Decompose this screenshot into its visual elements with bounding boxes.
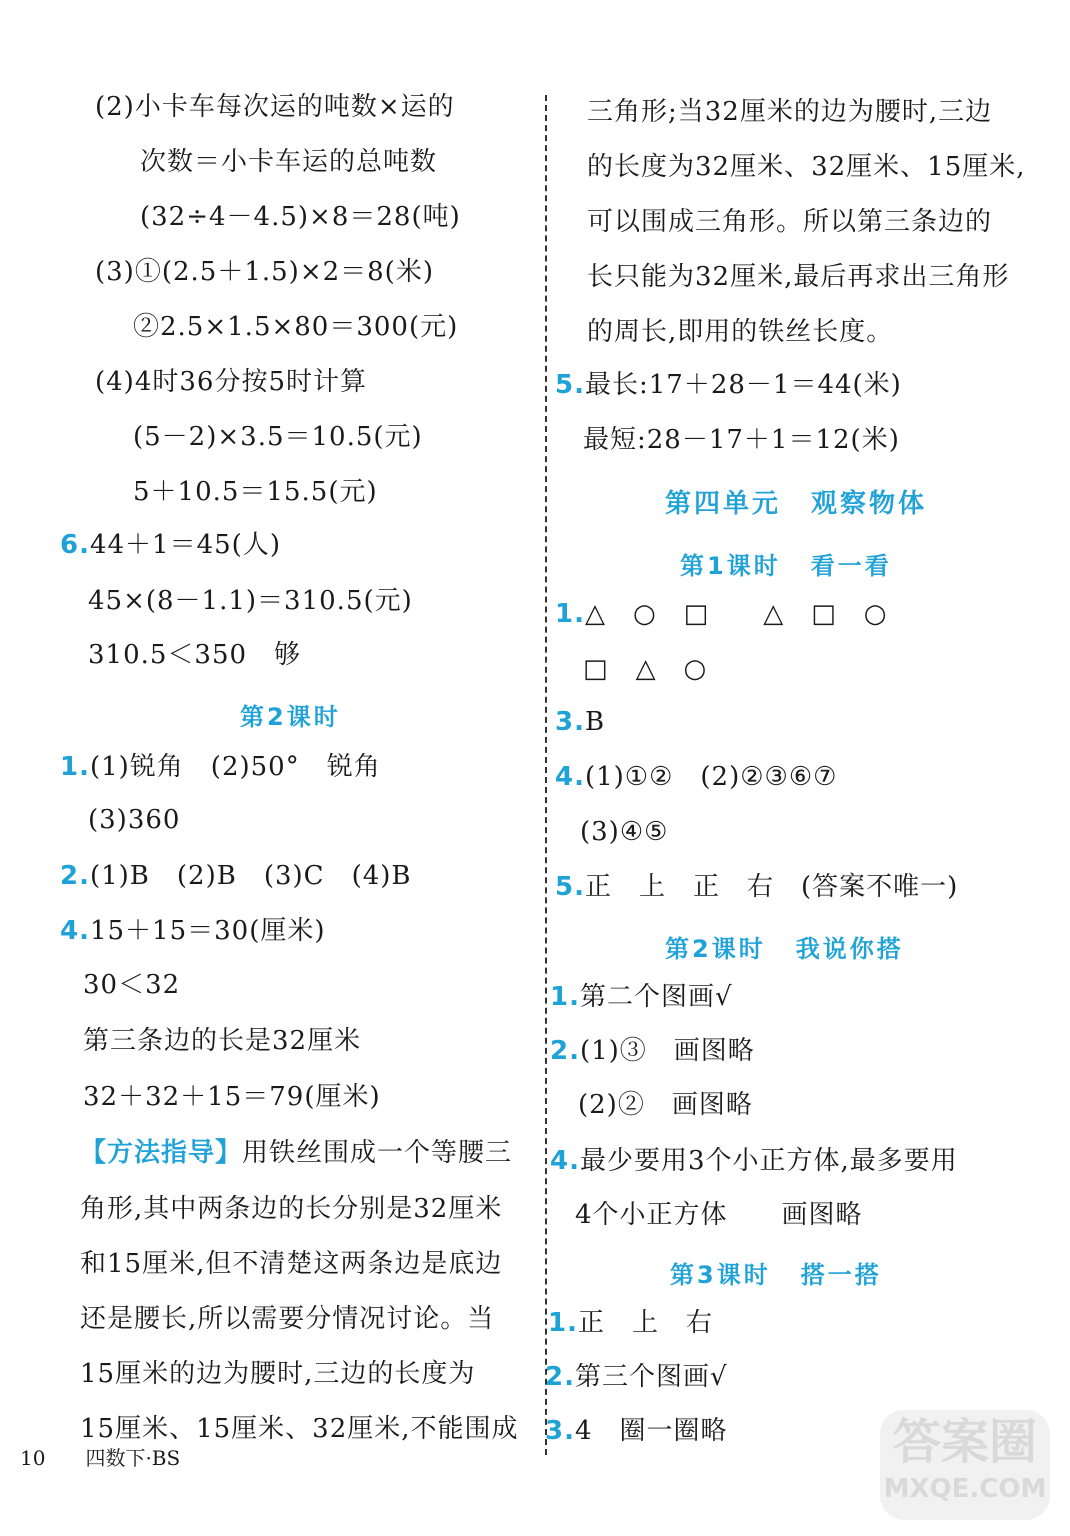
lesson-heading: 第2课时 bbox=[240, 703, 341, 731]
answer-text: (1)锐角 (2)50° 锐角 bbox=[89, 752, 381, 782]
explanation-line: 15厘米的边为腰时,三边的长度为 bbox=[80, 1359, 476, 1389]
unit-number: 第四单元 bbox=[665, 489, 782, 519]
explanation-line: 长只能为32厘米,最后再求出三角形 bbox=[587, 262, 1010, 292]
question-4 bbox=[550, 1144, 958, 1178]
lesson-number: 第2课时 bbox=[665, 935, 766, 963]
answer-text: (1)①② (2)②③⑥⑦ bbox=[584, 762, 838, 792]
method-guide bbox=[80, 1136, 512, 1170]
answer-text: 4 圈一圈略 bbox=[574, 1416, 728, 1446]
explanation-line: 三角形;当32厘米的边为腰时,三边 bbox=[587, 97, 993, 127]
column-divider bbox=[545, 95, 547, 1455]
question-1 bbox=[550, 980, 733, 1014]
question-3 bbox=[545, 1414, 728, 1448]
question-number: 1. bbox=[60, 752, 90, 782]
question-number: 6. bbox=[60, 530, 90, 560]
answer-text: 最少要用3个小正方体,最多要用 bbox=[579, 1146, 958, 1176]
answer-line: 5＋10.5＝15.5(元) bbox=[133, 477, 378, 507]
answer-line: (3)④⑤ bbox=[580, 817, 669, 847]
question-5 bbox=[555, 368, 902, 402]
explanation-line: 的周长,即用的铁丝长度。 bbox=[587, 317, 894, 347]
question-1 bbox=[555, 597, 887, 631]
answer-line: 最短:28－17＋1＝12(米) bbox=[583, 425, 900, 455]
question-number: 1. bbox=[548, 1308, 578, 1338]
lesson-heading bbox=[665, 929, 904, 964]
book-label: 四数下·BS bbox=[85, 1446, 181, 1470]
unit-title: 观察物体 bbox=[811, 489, 928, 519]
answer-line: 4个小正方体 画图略 bbox=[575, 1200, 863, 1230]
lesson-number: 第3课时 bbox=[670, 1261, 771, 1289]
question-3 bbox=[555, 705, 605, 739]
question-number: 2. bbox=[545, 1362, 575, 1392]
watermark-logo bbox=[880, 1410, 1050, 1520]
lesson-title: 我说你搭 bbox=[795, 935, 904, 963]
lesson-number: 第1课时 bbox=[680, 552, 781, 580]
answer-text: 正 上 正 右 (答案不唯一) bbox=[584, 872, 959, 902]
question-4 bbox=[555, 760, 837, 794]
answer-text: 最长:17＋28－1＝44(米) bbox=[584, 370, 902, 400]
question-number: 3. bbox=[545, 1416, 575, 1446]
answer-line: 45×(8－1.1)＝310.5(元) bbox=[88, 586, 413, 616]
page-footer bbox=[20, 1442, 220, 1471]
question-1 bbox=[548, 1306, 713, 1340]
answer-line: (2)小卡车每次运的吨数×运的 bbox=[95, 92, 455, 122]
question-number: 1. bbox=[550, 982, 580, 1012]
explanation-line: 还是腰长,所以需要分情况讨论。当 bbox=[80, 1304, 495, 1334]
shape-answers: □ △ ○ bbox=[583, 654, 708, 684]
question-2 bbox=[550, 1034, 755, 1068]
question-number: 5. bbox=[555, 370, 585, 400]
unit-heading bbox=[665, 483, 927, 520]
answer-text: (1)③ 画图略 bbox=[579, 1036, 755, 1066]
answer-line: (3)360 bbox=[88, 805, 181, 835]
answer-text: (1)B (2)B (3)C (4)B bbox=[89, 861, 412, 891]
question-number: 4. bbox=[60, 916, 90, 946]
answer-text: 44＋1＝45(人) bbox=[89, 530, 281, 560]
lesson-title: 看一看 bbox=[810, 552, 892, 580]
answer-line: (2)② 画图略 bbox=[578, 1090, 753, 1120]
answer-text: B bbox=[584, 707, 606, 737]
question-4 bbox=[60, 914, 326, 948]
explanation-line: 角形,其中两条边的长分别是32厘米 bbox=[80, 1194, 503, 1224]
answer-text: 第三个图画√ bbox=[574, 1362, 728, 1392]
question-2 bbox=[545, 1360, 728, 1394]
answer-line: (3)①(2.5＋1.5)×2＝8(米) bbox=[95, 257, 434, 287]
question-1 bbox=[60, 750, 381, 784]
answer-text: 15＋15＝30(厘米) bbox=[89, 916, 326, 946]
question-number: 2. bbox=[60, 861, 90, 891]
answer-line: (5－2)×3.5＝10.5(元) bbox=[133, 422, 423, 452]
lesson-title: 搭一搭 bbox=[800, 1261, 882, 1289]
answer-line: 次数＝小卡车运的总吨数 bbox=[140, 147, 438, 177]
method-tag: 【方法指导】 bbox=[80, 1138, 243, 1168]
question-number: 3. bbox=[555, 707, 585, 737]
question-number: 4. bbox=[555, 762, 585, 792]
shape-answers: △ ○ □ △ □ ○ bbox=[584, 599, 888, 629]
watermark-text: 答案圈 bbox=[892, 1414, 1037, 1470]
question-2 bbox=[60, 859, 412, 893]
question-number: 2. bbox=[550, 1036, 580, 1066]
answer-line: 30＜32 bbox=[83, 970, 181, 1000]
method-text: 用铁丝围成一个等腰三 bbox=[242, 1138, 513, 1168]
lesson-heading bbox=[670, 1255, 882, 1290]
question-6 bbox=[60, 528, 281, 562]
answer-line: 第三条边的长是32厘米 bbox=[83, 1026, 362, 1056]
answer-line: (32÷4－4.5)×8＝28(吨) bbox=[140, 202, 461, 232]
answer-line: ②2.5×1.5×80＝300(元) bbox=[133, 312, 459, 342]
question-number: 5. bbox=[555, 872, 585, 902]
watermark-url: MXQE.COM bbox=[883, 1474, 1047, 1504]
explanation-line: 和15厘米,但不清楚这两条边是底边 bbox=[80, 1249, 503, 1279]
lesson-heading bbox=[680, 546, 892, 581]
explanation-line: 15厘米、15厘米、32厘米,不能围成 bbox=[80, 1414, 519, 1444]
answer-line: 310.5＜350 够 bbox=[88, 640, 302, 670]
explanation-line: 的长度为32厘米、32厘米、15厘米, bbox=[587, 152, 1026, 182]
page-number: 10 bbox=[20, 1446, 46, 1470]
question-number: 4. bbox=[550, 1146, 580, 1176]
answer-text: 正 上 右 bbox=[577, 1308, 713, 1338]
explanation-line: 可以围成三角形。所以第三条边的 bbox=[587, 207, 993, 237]
answer-line: 32＋32＋15＝79(厘米) bbox=[83, 1082, 381, 1112]
answer-text: 第二个图画√ bbox=[579, 982, 733, 1012]
answer-line: (4)4时36分按5时计算 bbox=[95, 367, 367, 397]
question-5 bbox=[555, 870, 958, 904]
question-number: 1. bbox=[555, 599, 585, 629]
